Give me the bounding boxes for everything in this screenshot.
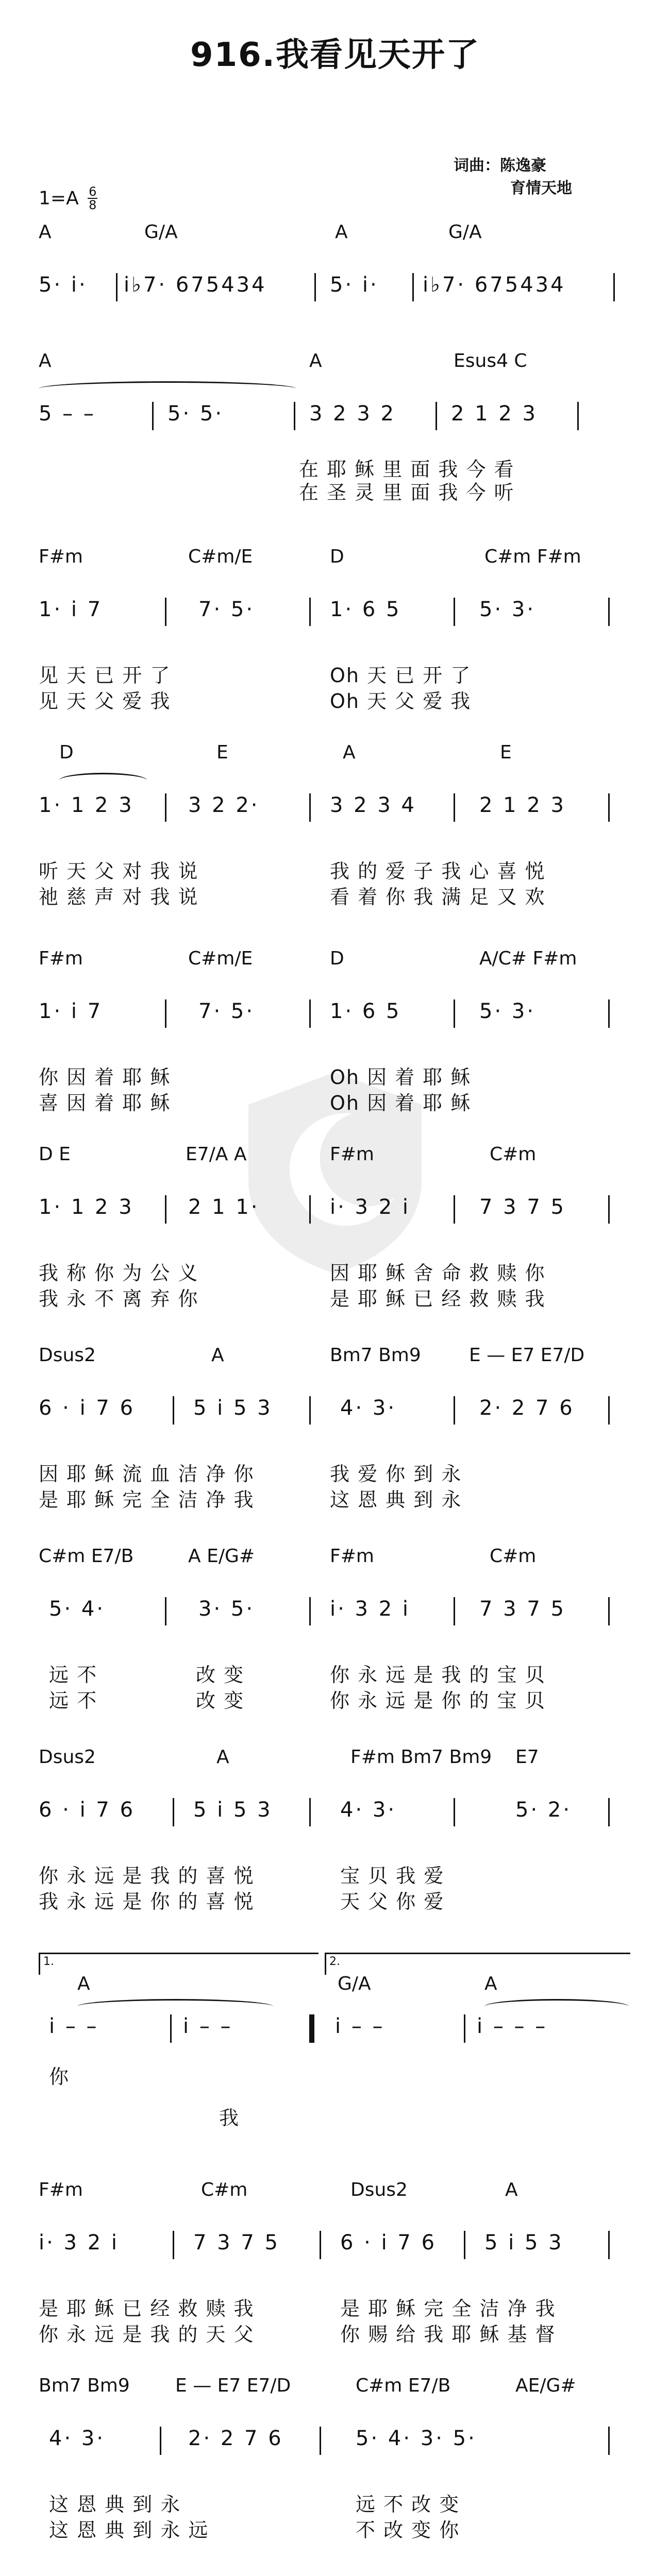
barline [608, 999, 610, 1028]
lyric-line: 因 耶 稣 舍 命 救 赎 你 [330, 1262, 546, 1284]
note-group: 4· 3· [340, 1396, 397, 1420]
barline [454, 793, 455, 822]
barline [577, 402, 579, 430]
lyric-line: 不 改 变 你 [356, 2519, 460, 2541]
chord: F#m [39, 948, 83, 969]
chord: A [484, 1973, 497, 1994]
barline [165, 598, 166, 626]
chord: F#m [39, 546, 83, 567]
volta-second-ending [325, 1953, 630, 1975]
song-title: 916.我看见天开了 [190, 36, 480, 74]
lyric-line: 我 永 不 离 弃 你 [39, 1287, 199, 1310]
note-group: i· 3 2 i [330, 1597, 410, 1621]
repeat-end-barline [309, 2014, 314, 2043]
chord: C#m/E [188, 948, 253, 969]
barline [170, 2014, 172, 2043]
lyric-line: 你 [49, 2065, 70, 2088]
note-group: 5· 3· [479, 999, 536, 1023]
barline [314, 273, 316, 301]
lyric-line: 改 变 [196, 1664, 245, 1686]
barline [294, 402, 295, 430]
lyric-line: 你 永 远 是 我 的 喜 悦 [39, 1865, 255, 1887]
barline [608, 1597, 610, 1625]
chord: C#m [201, 2179, 248, 2200]
note-group: 5 i 5 3 [193, 1798, 273, 1822]
chord: Esus4 C [454, 350, 527, 371]
barline [454, 1597, 455, 1625]
lyric-line: 我 的 爱 子 我 心 喜 悦 [330, 860, 546, 883]
barline [412, 273, 414, 301]
note-group: 1· 1 2 3 [39, 793, 134, 817]
note-group: 1· 1 2 3 [39, 1195, 134, 1219]
note-group: 7· 5· [198, 999, 255, 1023]
barline [608, 598, 610, 626]
chord: Dsus2 [39, 1345, 96, 1366]
note-group: 7· 5· [198, 598, 255, 621]
chord: E [216, 742, 228, 763]
chord: A [309, 350, 322, 371]
chord: A [505, 2179, 518, 2200]
lyric-line: 这 恩 典 到 永 [330, 1488, 462, 1511]
barline [454, 1798, 455, 1826]
barline [464, 2014, 465, 2043]
note-group: 1· 6 5 [330, 999, 401, 1023]
note-group: i – – [49, 2014, 99, 2038]
lyric-line: 宝 贝 我 爱 [340, 1865, 445, 1887]
barline [173, 1798, 174, 1826]
chord: A E/G# [188, 1546, 255, 1567]
tie-slur [484, 1999, 629, 2014]
lyric-line: 远 不 改 变 [356, 2493, 460, 2516]
note-group: 5 – – [39, 402, 96, 426]
note-group: i♭7· 675434 [423, 273, 566, 297]
barline [309, 598, 311, 626]
note-group: i· 3 2 i [39, 2231, 119, 2255]
meter-numerator: 6 [89, 184, 97, 199]
barline [309, 1597, 311, 1625]
barline [152, 402, 154, 430]
lyric-line: 我 爱 你 到 永 [330, 1463, 462, 1485]
barline [608, 2427, 610, 2455]
lyric-line: 见 天 父 爱 我 [39, 690, 171, 713]
note-group: 5 i 5 3 [193, 1396, 273, 1420]
lyric-line: 我 称 你 为 公 义 [39, 1262, 199, 1284]
barline [309, 1798, 311, 1826]
lyric-line: Oh 因 着 耶 稣 [330, 1066, 472, 1089]
barline [309, 1396, 311, 1425]
tie-slur [59, 773, 147, 788]
barline [435, 402, 437, 430]
lyric-line: 看 着 你 我 满 足 又 欢 [330, 886, 546, 908]
chord: AE/G# [515, 2375, 576, 2396]
lyric-line: 喜 因 着 耶 稣 [39, 1092, 171, 1114]
chord: F#m [39, 2179, 83, 2200]
barline [454, 1195, 455, 1224]
chord: A [343, 742, 356, 763]
chord: C#m E7/B [356, 2375, 451, 2396]
lyric-line: 远 不 [49, 1664, 98, 1686]
note-group: 1· i 7 [39, 999, 103, 1023]
barline [165, 999, 166, 1028]
note-group: 5· i· [39, 273, 88, 297]
note-group: 2 1 1· [188, 1195, 260, 1219]
lyric-line: 你 赐 给 我 耶 稣 基 督 [340, 2323, 556, 2346]
key-signature [39, 185, 97, 211]
note-group: 1· 6 5 [330, 598, 401, 621]
note-group: 3 2 3 2 [309, 402, 396, 426]
note-group: 5· 4· [49, 1597, 106, 1621]
chord: Dsus2 [350, 2179, 408, 2200]
barline [454, 598, 455, 626]
note-group: 1· i 7 [39, 598, 103, 621]
lyric-line: Oh 因 着 耶 稣 [330, 1092, 472, 1114]
lyric-line: 你 因 着 耶 稣 [39, 1066, 171, 1089]
chord: C#m [490, 1546, 537, 1567]
lyric-line: 是 耶 稣 已 经 救 赎 我 [330, 1287, 546, 1310]
barline [608, 1396, 610, 1425]
chord: C#m/E [188, 546, 253, 567]
note-group: 6 · i 7 6 [39, 1396, 136, 1420]
note-group: 2 1 2 3 [479, 793, 566, 817]
barline [613, 273, 615, 301]
note-group: 6 · i 7 6 [39, 1798, 136, 1822]
chord: E7 [515, 1747, 539, 1768]
volta-label: 2. [329, 1955, 340, 1968]
note-group: 5 i 5 3 [484, 2231, 564, 2255]
barline [309, 1195, 311, 1224]
lyric-line: 在 耶 稣 里 面 我 今 看 [299, 458, 515, 481]
barline [309, 999, 311, 1028]
note-group: i· 3 2 i [330, 1195, 410, 1219]
lyric-line: 是 耶 稣 已 经 救 赎 我 [39, 2297, 255, 2320]
note-group: 7 3 7 5 [479, 1195, 566, 1219]
credit-composer: 词曲：陈逸豪 [454, 157, 546, 175]
lyric-line: 听 天 父 对 我 说 [39, 860, 199, 883]
volta-first-ending [39, 1953, 319, 1975]
note-group: 3 2 2· [188, 793, 260, 817]
chord: G/A [144, 222, 178, 243]
barline [116, 273, 118, 301]
lyric-line: 因 耶 稣 流 血 洁 净 你 [39, 1463, 255, 1485]
note-group: 4· 3· [49, 2427, 106, 2450]
lyric-line: 这 恩 典 到 永 [49, 2493, 181, 2516]
chord: D [330, 546, 344, 567]
lyric-line: 见 天 已 开 了 [39, 664, 171, 687]
lyric-line: 我 永 远 是 你 的 喜 悦 [39, 1890, 255, 1913]
barline [320, 2427, 321, 2455]
note-group: i – – [335, 2014, 385, 2038]
note-group: 7 3 7 5 [193, 2231, 280, 2255]
chord: F#m [330, 1144, 374, 1165]
note-group: 5· 4· 3· 5· [356, 2427, 477, 2450]
chord: E7/A A [186, 1144, 247, 1165]
note-group: 5· 5· [167, 402, 224, 426]
note-group: 7 3 7 5 [479, 1597, 566, 1621]
barline [454, 1396, 455, 1425]
tie-slur [39, 381, 296, 396]
tie-slur [77, 1999, 273, 2014]
barline [464, 2231, 465, 2259]
barline [160, 2427, 161, 2455]
lyric-line: 你 永 远 是 你 的 宝 贝 [330, 1689, 546, 1712]
chord: A [216, 1747, 229, 1768]
note-group: 5· i· [330, 273, 379, 297]
note-group: 2· 2 7 6 [188, 2427, 283, 2450]
chord: Bm7 Bm9 [39, 2375, 130, 2396]
barline [454, 999, 455, 1028]
lyric-line: 祂 慈 声 对 我 说 [39, 886, 199, 908]
chord: Bm7 Bm9 [330, 1345, 421, 1366]
note-group: 2 1 2 3 [451, 402, 538, 426]
lyric-line: 是 耶 稣 完 全 洁 净 我 [340, 2297, 556, 2320]
credit-source: 育情天地 [510, 179, 572, 197]
note-group: 6 · i 7 6 [340, 2231, 437, 2255]
lyric-line: 在 圣 灵 里 面 我 今 听 [299, 481, 515, 504]
barline [173, 1396, 174, 1425]
barline [165, 793, 166, 822]
note-group: 4· 3· [340, 1798, 397, 1822]
note-group: 3 2 3 4 [330, 793, 416, 817]
lyric-line: Oh 天 已 开 了 [330, 664, 472, 687]
lyric-line: 你 永 远 是 我 的 宝 贝 [330, 1664, 546, 1686]
volta-label: 1. [43, 1955, 54, 1968]
chord: C#m E7/B [39, 1546, 134, 1567]
chord: A [77, 1973, 90, 1994]
chord: G/A [448, 222, 482, 243]
note-group: 5· 2· [515, 1798, 572, 1822]
lyric-line: 改 变 [196, 1689, 245, 1712]
lyric-line: 这 恩 典 到 永 远 [49, 2519, 209, 2541]
chord: F#m Bm7 Bm9 [350, 1747, 492, 1768]
barline [608, 1798, 610, 1826]
chord: D [59, 742, 74, 763]
lyric-line: 你 永 远 是 我 的 天 父 [39, 2323, 255, 2346]
barline [165, 1195, 166, 1224]
chord: E — E7 E7/D [469, 1345, 585, 1366]
chord: E — E7 E7/D [175, 2375, 291, 2396]
chord: A [211, 1345, 224, 1366]
chord: F#m [330, 1546, 374, 1567]
chord: D [330, 948, 344, 969]
note-group: 5· 3· [479, 598, 536, 621]
note-group: i – – [183, 2014, 233, 2038]
meter-denominator: 8 [89, 198, 97, 212]
note-group: i♭7· 675434 [124, 273, 267, 297]
chord: A [39, 350, 52, 371]
chord: D E [39, 1144, 71, 1165]
barline [608, 1195, 610, 1224]
barline [608, 793, 610, 822]
chord: A [39, 222, 52, 243]
lyric-line: Oh 天 父 爱 我 [330, 690, 472, 713]
barline [165, 1597, 166, 1625]
chord: C#m F#m [484, 546, 581, 567]
credits [454, 155, 572, 200]
chord: G/A [338, 1973, 371, 1994]
note-group: 3· 5· [198, 1597, 255, 1621]
barline [309, 793, 311, 822]
lyric-line: 我 [219, 2107, 240, 2129]
chord: A/C# F#m [479, 948, 577, 969]
barline [608, 2231, 610, 2259]
note-group: 2· 2 7 6 [479, 1396, 575, 1420]
note-group: i – – – [477, 2014, 548, 2038]
barline [320, 2231, 321, 2259]
chord: E [500, 742, 512, 763]
chord: Dsus2 [39, 1747, 96, 1768]
time-signature [88, 185, 97, 211]
lyric-line: 天 父 你 爱 [340, 1890, 445, 1913]
lyric-line: 是 耶 稣 完 全 洁 净 我 [39, 1488, 255, 1511]
barline [173, 2231, 174, 2259]
lyric-line: 远 不 [49, 1689, 98, 1712]
key-label: 1=A [39, 188, 79, 209]
chord: C#m [490, 1144, 537, 1165]
chord: A [335, 222, 348, 243]
